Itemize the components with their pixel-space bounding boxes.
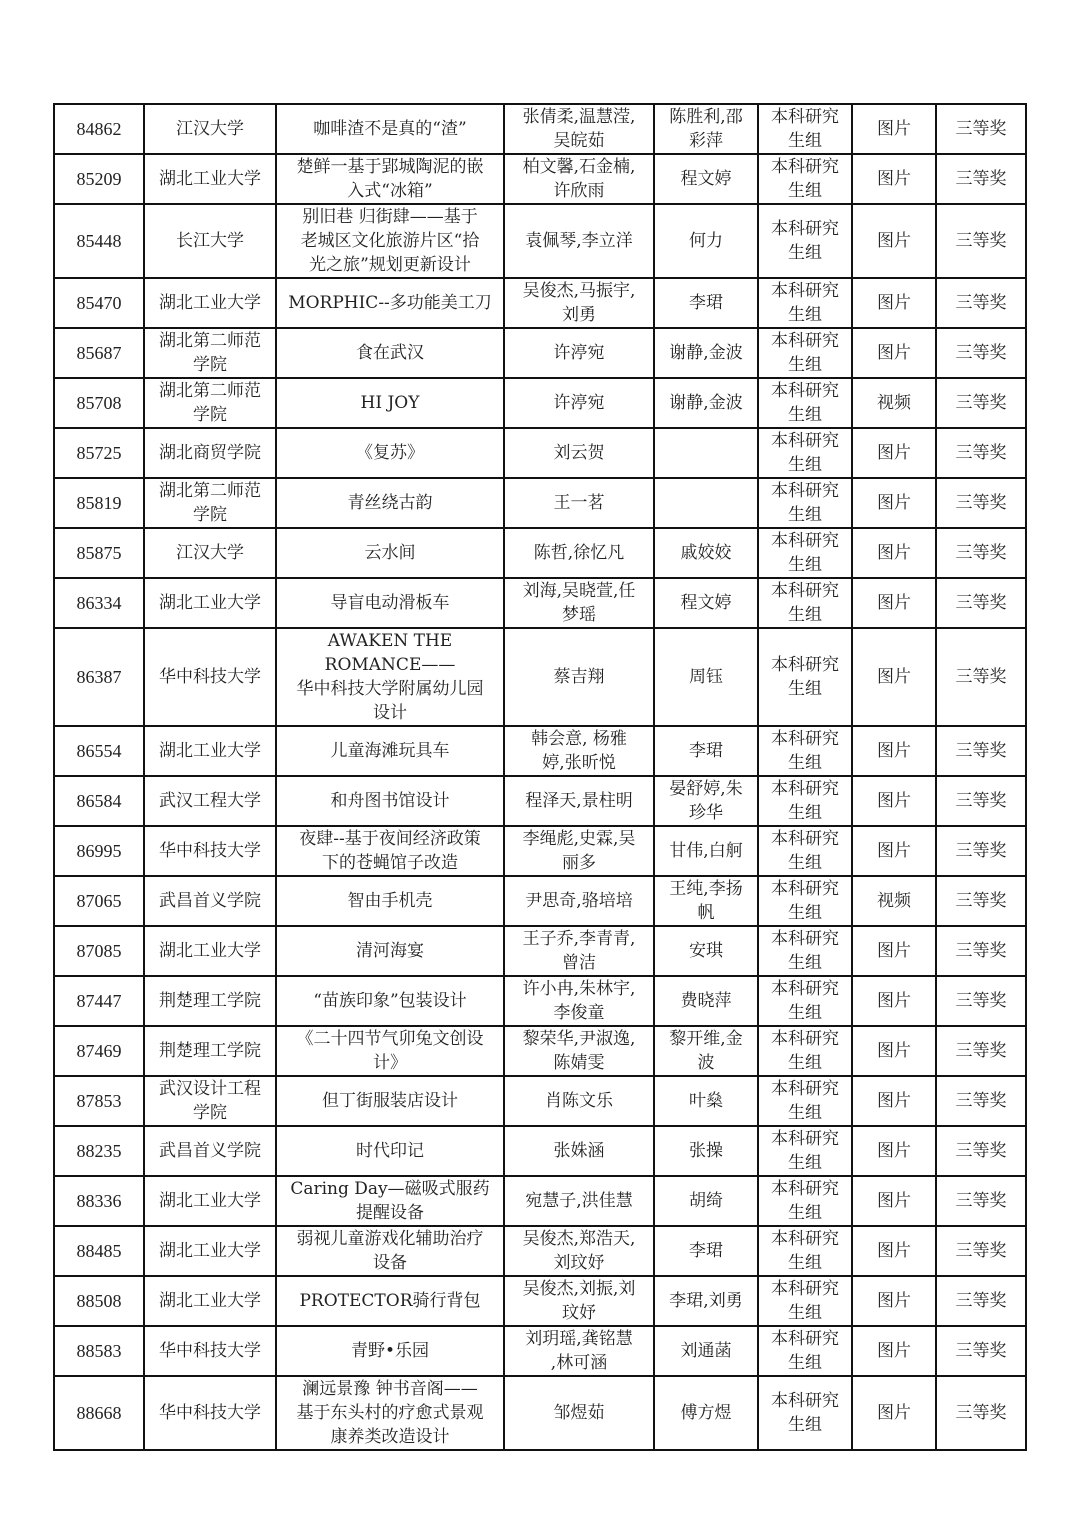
work-title-cell: 澜远景豫 钟书音阁—— 基于东头村的疗愈式景观 康养类改造设计 (276, 1376, 504, 1450)
group-cell: 本科研究 生组 (758, 1326, 852, 1376)
table-row (54, 976, 1026, 1026)
group-cell: 本科研究 生组 (758, 926, 852, 976)
work-title-cell: PROTECTOR骑行背包 (276, 1276, 504, 1326)
entry-id-cell: 88508 (54, 1276, 144, 1326)
advisors-cell: 甘伟,白舸 (654, 826, 758, 876)
group-cell: 本科研究 生组 (758, 378, 852, 428)
table-row (54, 1026, 1026, 1076)
advisors-cell: 程文婷 (654, 154, 758, 204)
authors-cell: 刘玥瑶,龚铭慧 ,林可涵 (504, 1326, 654, 1376)
school-cell: 湖北工业大学 (144, 1176, 276, 1226)
table-row (54, 378, 1026, 428)
table-row (54, 1376, 1026, 1450)
table-row (54, 204, 1026, 278)
table-row (54, 1076, 1026, 1126)
entry-id-cell: 85470 (54, 278, 144, 328)
entry-id-cell: 88668 (54, 1376, 144, 1450)
advisors-cell (654, 478, 758, 528)
advisors-cell: 黎开维,金 波 (654, 1026, 758, 1076)
award-cell: 三等奖 (936, 1026, 1026, 1076)
authors-cell: 许小冉,朱林宇, 李俊童 (504, 976, 654, 1026)
award-cell: 三等奖 (936, 154, 1026, 204)
advisors-cell: 戚姣姣 (654, 528, 758, 578)
authors-cell: 许渟宛 (504, 378, 654, 428)
table-row (54, 104, 1026, 154)
group-cell: 本科研究 生组 (758, 154, 852, 204)
table-row (54, 726, 1026, 776)
advisors-cell: 李珺 (654, 1226, 758, 1276)
advisors-cell: 胡绮 (654, 1176, 758, 1226)
category-cell: 图片 (852, 1326, 936, 1376)
work-title-cell: Caring Day—磁吸式服药 提醒设备 (276, 1176, 504, 1226)
category-cell: 图片 (852, 726, 936, 776)
school-cell: 湖北工业大学 (144, 278, 276, 328)
work-title-cell: 儿童海滩玩具车 (276, 726, 504, 776)
work-title-cell: 楚鲜一基于郢城陶泥的嵌 入式“冰箱” (276, 154, 504, 204)
entry-id-cell: 86387 (54, 628, 144, 726)
table-row (54, 528, 1026, 578)
advisors-cell: 安琪 (654, 926, 758, 976)
work-title-cell: AWAKEN THE ROMANCE—— 华中科技大学附属幼儿园 设计 (276, 628, 504, 726)
award-cell: 三等奖 (936, 876, 1026, 926)
entry-id-cell: 88336 (54, 1176, 144, 1226)
advisors-cell: 程文婷 (654, 578, 758, 628)
group-cell: 本科研究 生组 (758, 1226, 852, 1276)
work-title-cell: 《二十四节气卯兔文创设 计》 (276, 1026, 504, 1076)
work-title-cell: 青野•乐园 (276, 1326, 504, 1376)
entry-id-cell: 86554 (54, 726, 144, 776)
category-cell: 图片 (852, 428, 936, 478)
award-cell: 三等奖 (936, 1276, 1026, 1326)
group-cell: 本科研究 生组 (758, 204, 852, 278)
table-row (54, 154, 1026, 204)
group-cell: 本科研究 生组 (758, 328, 852, 378)
table-row (54, 776, 1026, 826)
authors-cell: 张倩柔,温慧滢, 吴皖茹 (504, 104, 654, 154)
category-cell: 图片 (852, 528, 936, 578)
table-row (54, 876, 1026, 926)
table-row (54, 926, 1026, 976)
entry-id-cell: 85687 (54, 328, 144, 378)
entry-id-cell: 86995 (54, 826, 144, 876)
group-cell: 本科研究 生组 (758, 876, 852, 926)
school-cell: 武昌首义学院 (144, 876, 276, 926)
table-body (54, 104, 1026, 1450)
award-cell: 三等奖 (936, 378, 1026, 428)
entry-id-cell: 88485 (54, 1226, 144, 1276)
award-cell: 三等奖 (936, 976, 1026, 1026)
category-cell: 图片 (852, 328, 936, 378)
category-cell: 图片 (852, 204, 936, 278)
school-cell: 荆楚理工学院 (144, 1026, 276, 1076)
school-cell: 湖北工业大学 (144, 578, 276, 628)
authors-cell: 黎荣华,尹淑逸, 陈婧雯 (504, 1026, 654, 1076)
advisors-cell: 傅方煜 (654, 1376, 758, 1450)
school-cell: 长江大学 (144, 204, 276, 278)
work-title-cell: 别旧巷 归街肆——基于 老城区文化旅游片区“拾 光之旅”规划更新设计 (276, 204, 504, 278)
table-row (54, 1276, 1026, 1326)
school-cell: 荆楚理工学院 (144, 976, 276, 1026)
table-row (54, 578, 1026, 628)
school-cell: 江汉大学 (144, 528, 276, 578)
school-cell: 华中科技大学 (144, 1376, 276, 1450)
category-cell: 图片 (852, 104, 936, 154)
category-cell: 图片 (852, 1276, 936, 1326)
category-cell: 图片 (852, 1176, 936, 1226)
work-title-cell: 咖啡渣不是真的“渣” (276, 104, 504, 154)
group-cell: 本科研究 生组 (758, 628, 852, 726)
group-cell: 本科研究 生组 (758, 976, 852, 1026)
entry-id-cell: 86334 (54, 578, 144, 628)
school-cell: 江汉大学 (144, 104, 276, 154)
work-title-cell: 弱视儿童游戏化辅助治疗 设备 (276, 1226, 504, 1276)
group-cell: 本科研究 生组 (758, 776, 852, 826)
work-title-cell: 清河海宴 (276, 926, 504, 976)
work-title-cell: 云水间 (276, 528, 504, 578)
category-cell: 图片 (852, 578, 936, 628)
table-row (54, 1176, 1026, 1226)
authors-cell: 蔡吉翔 (504, 628, 654, 726)
work-title-cell: 食在武汉 (276, 328, 504, 378)
entry-id-cell: 87085 (54, 926, 144, 976)
award-cell: 三等奖 (936, 1226, 1026, 1276)
school-cell: 湖北工业大学 (144, 726, 276, 776)
advisors-cell: 谢静,金波 (654, 328, 758, 378)
advisors-cell: 周钰 (654, 628, 758, 726)
category-cell: 视频 (852, 378, 936, 428)
authors-cell: 吴俊杰,刘振,刘 玟妤 (504, 1276, 654, 1326)
category-cell: 图片 (852, 826, 936, 876)
table-row (54, 1326, 1026, 1376)
entry-id-cell: 85708 (54, 378, 144, 428)
award-cell: 三等奖 (936, 628, 1026, 726)
award-cell: 三等奖 (936, 104, 1026, 154)
award-cell: 三等奖 (936, 1376, 1026, 1450)
table-row (54, 278, 1026, 328)
group-cell: 本科研究 生组 (758, 1376, 852, 1450)
award-cell: 三等奖 (936, 1326, 1026, 1376)
advisors-cell (654, 428, 758, 478)
authors-cell: 李绳彪,史霖,吴 丽多 (504, 826, 654, 876)
authors-cell: 邹煜茹 (504, 1376, 654, 1450)
school-cell: 武昌首义学院 (144, 1126, 276, 1176)
group-cell: 本科研究 生组 (758, 478, 852, 528)
group-cell: 本科研究 生组 (758, 578, 852, 628)
award-cell: 三等奖 (936, 478, 1026, 528)
advisors-cell: 张操 (654, 1126, 758, 1176)
work-title-cell: “苗族印象”包装设计 (276, 976, 504, 1026)
school-cell: 湖北工业大学 (144, 154, 276, 204)
advisors-cell: 李珺 (654, 278, 758, 328)
award-cell: 三等奖 (936, 826, 1026, 876)
school-cell: 武汉设计工程 学院 (144, 1076, 276, 1126)
group-cell: 本科研究 生组 (758, 428, 852, 478)
table-row (54, 1226, 1026, 1276)
table-row (54, 1126, 1026, 1176)
category-cell: 图片 (852, 1226, 936, 1276)
authors-cell: 尹思奇,骆培培 (504, 876, 654, 926)
school-cell: 湖北第二师范 学院 (144, 378, 276, 428)
school-cell: 华中科技大学 (144, 826, 276, 876)
advisors-cell: 晏舒婷,朱 珍华 (654, 776, 758, 826)
category-cell: 图片 (852, 628, 936, 726)
award-cell: 三等奖 (936, 278, 1026, 328)
school-cell: 武汉工程大学 (144, 776, 276, 826)
group-cell: 本科研究 生组 (758, 278, 852, 328)
school-cell: 湖北工业大学 (144, 926, 276, 976)
work-title-cell: HI JOY (276, 378, 504, 428)
school-cell: 华中科技大学 (144, 628, 276, 726)
award-cell: 三等奖 (936, 926, 1026, 976)
authors-cell: 肖陈文乐 (504, 1076, 654, 1126)
authors-cell: 韩会意, 杨雅 婷,张昕悦 (504, 726, 654, 776)
entry-id-cell: 87447 (54, 976, 144, 1026)
group-cell: 本科研究 生组 (758, 1176, 852, 1226)
category-cell: 图片 (852, 976, 936, 1026)
advisors-cell: 费晓萍 (654, 976, 758, 1026)
authors-cell: 王一茗 (504, 478, 654, 528)
award-cell: 三等奖 (936, 204, 1026, 278)
award-cell: 三等奖 (936, 726, 1026, 776)
group-cell: 本科研究 生组 (758, 1276, 852, 1326)
category-cell: 图片 (852, 1076, 936, 1126)
advisors-cell: 李珺 (654, 726, 758, 776)
award-cell: 三等奖 (936, 1176, 1026, 1226)
authors-cell: 柏文馨,石金楠, 许欣雨 (504, 154, 654, 204)
group-cell: 本科研究 生组 (758, 1126, 852, 1176)
entry-id-cell: 87065 (54, 876, 144, 926)
table-row (54, 478, 1026, 528)
authors-cell: 刘海,吴晓萱,任 梦瑶 (504, 578, 654, 628)
table-row (54, 628, 1026, 726)
category-cell: 图片 (852, 926, 936, 976)
award-cell: 三等奖 (936, 328, 1026, 378)
authors-cell: 王子乔,李青青, 曾洁 (504, 926, 654, 976)
authors-cell: 张姝涵 (504, 1126, 654, 1176)
award-cell: 三等奖 (936, 1076, 1026, 1126)
entry-id-cell: 85725 (54, 428, 144, 478)
work-title-cell: 《复苏》 (276, 428, 504, 478)
award-cell: 三等奖 (936, 528, 1026, 578)
entry-id-cell: 85448 (54, 204, 144, 278)
award-cell: 三等奖 (936, 428, 1026, 478)
entry-id-cell: 87469 (54, 1026, 144, 1076)
work-title-cell: 智由手机壳 (276, 876, 504, 926)
category-cell: 图片 (852, 1026, 936, 1076)
category-cell: 图片 (852, 1376, 936, 1450)
category-cell: 图片 (852, 278, 936, 328)
entry-id-cell: 85209 (54, 154, 144, 204)
category-cell: 图片 (852, 776, 936, 826)
entry-id-cell: 88235 (54, 1126, 144, 1176)
award-cell: 三等奖 (936, 1126, 1026, 1176)
work-title-cell: 和舟图书馆设计 (276, 776, 504, 826)
authors-cell: 许渟宛 (504, 328, 654, 378)
work-title-cell: 导盲电动滑板车 (276, 578, 504, 628)
advisors-cell: 李珺,刘勇 (654, 1276, 758, 1326)
entry-id-cell: 86584 (54, 776, 144, 826)
authors-cell: 刘云贺 (504, 428, 654, 478)
school-cell: 湖北工业大学 (144, 1276, 276, 1326)
category-cell: 图片 (852, 154, 936, 204)
group-cell: 本科研究 生组 (758, 528, 852, 578)
advisors-cell: 王纯,李扬 帆 (654, 876, 758, 926)
authors-cell: 吴俊杰,郑浩天, 刘玟妤 (504, 1226, 654, 1276)
entry-id-cell: 84862 (54, 104, 144, 154)
category-cell: 视频 (852, 876, 936, 926)
entry-id-cell: 87853 (54, 1076, 144, 1126)
work-title-cell: 时代印记 (276, 1126, 504, 1176)
authors-cell: 吴俊杰,马振宇, 刘勇 (504, 278, 654, 328)
advisors-cell: 何力 (654, 204, 758, 278)
group-cell: 本科研究 生组 (758, 826, 852, 876)
authors-cell: 程泽天,景柱明 (504, 776, 654, 826)
advisors-cell: 刘通菡 (654, 1326, 758, 1376)
awards-table (53, 103, 1027, 1451)
table-row (54, 428, 1026, 478)
authors-cell: 宛慧子,洪佳慧 (504, 1176, 654, 1226)
advisors-cell: 谢静,金波 (654, 378, 758, 428)
entry-id-cell: 88583 (54, 1326, 144, 1376)
work-title-cell: 但丁街服装店设计 (276, 1076, 504, 1126)
entry-id-cell: 85819 (54, 478, 144, 528)
group-cell: 本科研究 生组 (758, 726, 852, 776)
school-cell: 湖北第二师范 学院 (144, 328, 276, 378)
authors-cell: 袁佩琴,李立洋 (504, 204, 654, 278)
table-row (54, 328, 1026, 378)
group-cell: 本科研究 生组 (758, 104, 852, 154)
school-cell: 湖北第二师范 学院 (144, 478, 276, 528)
school-cell: 华中科技大学 (144, 1326, 276, 1376)
group-cell: 本科研究 生组 (758, 1076, 852, 1126)
group-cell: 本科研究 生组 (758, 1026, 852, 1076)
award-cell: 三等奖 (936, 578, 1026, 628)
category-cell: 图片 (852, 478, 936, 528)
advisors-cell: 叶燊 (654, 1076, 758, 1126)
category-cell: 图片 (852, 1126, 936, 1176)
work-title-cell: MORPHIC--多功能美工刀 (276, 278, 504, 328)
work-title-cell: 青丝绕古韵 (276, 478, 504, 528)
entry-id-cell: 85875 (54, 528, 144, 578)
advisors-cell: 陈胜利,邵 彩萍 (654, 104, 758, 154)
school-cell: 湖北商贸学院 (144, 428, 276, 478)
school-cell: 湖北工业大学 (144, 1226, 276, 1276)
award-cell: 三等奖 (936, 776, 1026, 826)
table-row (54, 826, 1026, 876)
work-title-cell: 夜肆--基于夜间经济政策 下的苍蝇馆子改造 (276, 826, 504, 876)
authors-cell: 陈哲,徐忆凡 (504, 528, 654, 578)
